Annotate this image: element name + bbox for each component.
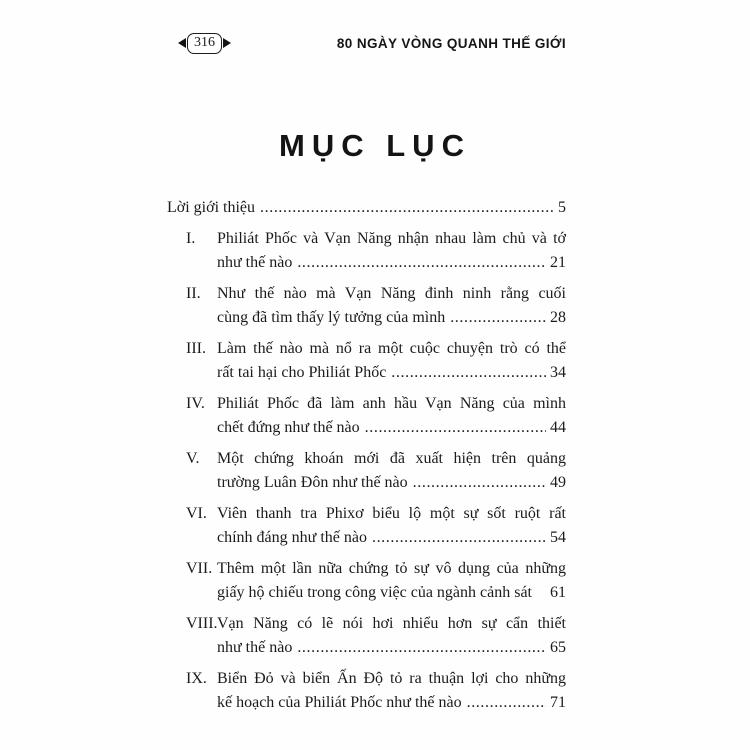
dot-leader: [297, 251, 546, 275]
toc-entry-body: [217, 612, 566, 660]
dot-leader: [260, 196, 554, 220]
dot-leader: [365, 416, 546, 440]
toc-entry-text: Vạn Năng có lẽ nói hơi nhiểu hơn sự cẩn thiết: [217, 615, 566, 632]
toc-entry-text: Biển Đỏ và biển Ấn Độ tỏ ra thuận lợi cho những: [217, 670, 566, 687]
dot-leader: [413, 471, 546, 495]
toc-entry-last-line: [217, 691, 566, 715]
toc-entry-page: 61: [550, 584, 566, 601]
page-number-badge: [178, 33, 231, 54]
page-number: 316: [187, 33, 222, 54]
toc-entry-last-line: [217, 306, 566, 330]
toc-list: [167, 196, 566, 722]
toc-entry-page: 21: [550, 254, 566, 271]
toc-entry: [167, 337, 566, 385]
toc-entry-numeral: VII.: [186, 560, 213, 577]
toc-entry: [167, 227, 566, 275]
dot-leader: [467, 691, 546, 715]
toc-entry-text: Một chứng khoán mới đã xuất hiện trên quảng: [217, 450, 566, 467]
toc-entry-text-last: như thế nào: [217, 639, 293, 656]
toc-entry: [167, 502, 566, 550]
toc-entry: [167, 667, 566, 715]
toc-entry-text-last: như thế nào: [217, 254, 293, 271]
toc-entry-body: [217, 227, 566, 275]
toc-entry: [167, 282, 566, 330]
toc-entry-text: Làm thế nào mà nổ ra một cuộc chuyện trò có thể: [217, 340, 566, 357]
right-arrow-icon: [223, 38, 231, 48]
toc-entry: [167, 196, 566, 220]
toc-entry-text: Như thế nào mà Vạn Năng đinh ninh rằng cuối: [217, 285, 566, 302]
toc-entry-numeral: V.: [186, 450, 200, 467]
dot-leader: [450, 306, 546, 330]
toc-entry: [167, 612, 566, 660]
toc-entry-page: 34: [550, 364, 566, 381]
toc-entry-numeral: I.: [186, 230, 196, 247]
toc-entry: [167, 392, 566, 440]
toc-entry-text: Viên thanh tra Phixơ biểu lộ một sự sốt ruột rất: [217, 505, 566, 522]
toc-entry-body: [217, 282, 566, 330]
toc-entry-text-last: trường Luân Đôn như thế nào: [217, 474, 408, 491]
toc-entry-last-line: [217, 471, 566, 495]
toc-entry-text: Philiát Phốc đã làm anh hầu Vạn Năng của mình: [217, 395, 566, 412]
running-book-title: 80 NGÀY VÒNG QUANH THẾ GIỚI: [336, 35, 566, 51]
toc-entry-last-line: [217, 526, 566, 550]
page-header: [178, 31, 566, 55]
toc-entry-body: [167, 196, 566, 220]
toc-entry: [167, 557, 566, 605]
toc-entry-numeral: VI.: [186, 505, 207, 522]
toc-entry-page: 54: [550, 529, 566, 546]
toc-entry-last-line: [167, 196, 566, 220]
toc-entry-body: [217, 337, 566, 385]
toc-entry-last-line: [217, 361, 566, 385]
toc-entry-numeral: IV.: [186, 395, 205, 412]
toc-entry-numeral: III.: [186, 340, 206, 357]
toc-entry-text-last: rất tai hại cho Philiát Phốc: [217, 364, 387, 381]
toc-entry-text-last: giấy hộ chiếu trong công việc của ngành cảnh sát: [217, 584, 532, 601]
toc-entry-text-last: Lời giới thiệu: [167, 199, 256, 216]
toc-entry-page: 5: [558, 199, 566, 216]
toc-entry-numeral: VIII.: [186, 615, 218, 632]
toc-entry-last-line: [217, 251, 566, 275]
toc-entry-page: 49: [550, 474, 566, 491]
toc-entry-text-last: chết đứng như thế nào: [217, 419, 360, 436]
toc-entry-body: [217, 667, 566, 715]
toc-entry-body: [217, 502, 566, 550]
toc-entry-page: 44: [550, 419, 566, 436]
dot-leader: [372, 526, 546, 550]
toc-entry-text-last: cùng đã tìm thấy lý tưởng của mình: [217, 309, 446, 326]
toc-entry-page: 28: [550, 309, 566, 326]
toc-entry-text-last: kế hoạch của Philiát Phốc như thế nào: [217, 694, 462, 711]
dot-leader: [391, 361, 546, 385]
page-title: MỤC LỤC: [279, 128, 471, 163]
toc-entry-body: [217, 557, 566, 605]
toc-entry-last-line: [217, 416, 566, 440]
toc-entry-page: 65: [550, 639, 566, 656]
toc-entry-page: 71: [550, 694, 566, 711]
toc-entry-text-last: chính đáng như thế nào: [217, 529, 367, 546]
dot-leader: [297, 636, 546, 660]
toc-entry-text: Philiát Phốc và Vạn Năng nhận nhau làm chủ và tớ: [217, 230, 566, 247]
toc-entry-last-line: [217, 636, 566, 660]
toc-entry-numeral: IX.: [186, 670, 207, 687]
toc-entry-body: [217, 447, 566, 495]
toc-entry-text: Thêm một lần nữa chứng tỏ sự vô dụng của những: [217, 560, 566, 577]
toc-entry-body: [217, 392, 566, 440]
toc-entry: [167, 447, 566, 495]
toc-entry-numeral: II.: [186, 285, 201, 302]
left-arrow-icon: [178, 38, 186, 48]
toc-entry-last-line: [217, 581, 566, 605]
